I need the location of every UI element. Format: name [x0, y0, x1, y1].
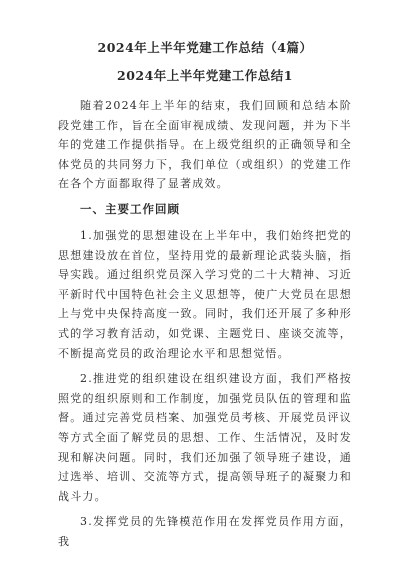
document-subtitle: 2024年上半年党建工作总结1: [117, 68, 293, 83]
paragraph-vanguard-role: 3.发挥党员的先锋模范作用在发挥党员作用方面，我: [58, 515, 352, 548]
intro-paragraph: 随着2024年上半年的结束，我们回顾和总结本阶段党建工作，旨在全面审视成绩、发现问题，并为下半年的党建工作提供指导。在上级党组织的正确领导和全体党员的共同努力下，我们单位（或组织）的党建工作在各个方面都取得了显著成效。: [58, 99, 352, 191]
paragraph-ideological-building: 1.加强党的思想建设在上半年中，我们始终把党的思想建设放在首位，坚持用党的最新理论武装头脑，指导实践。通过组织党员深入学习党的二十大精神、习近平新时代中国特色社会主义思想等，使广大党员在思想上与党中央保持高度一致。同时，我们还开展了多种形式的学习教育活动，如党课、主题党日、座谈交流等，不断提高党员的政治理论水平和思想觉悟。: [58, 228, 352, 360]
document-page: [58, 40, 352, 557]
section-heading-work-review: 一、主要工作回顾: [80, 201, 180, 216]
paragraph-organizational-building: 2.推进党的组织建设在组织建设方面，我们严格按照党的组织原则和工作制度，加强党员队伍的管理和监督。通过完善党员档案、加强党员考核、开展党员评议等方式全面了解党员的思想、工作、生活情况，及时发现和解决问题。同时，我们还加强了领导班子建设，通过选举、培训、交流等方式，提高领导班子的凝聚力和战斗力。: [58, 372, 352, 503]
document-title: 2024年上半年党建工作总结（4篇）: [97, 40, 313, 55]
